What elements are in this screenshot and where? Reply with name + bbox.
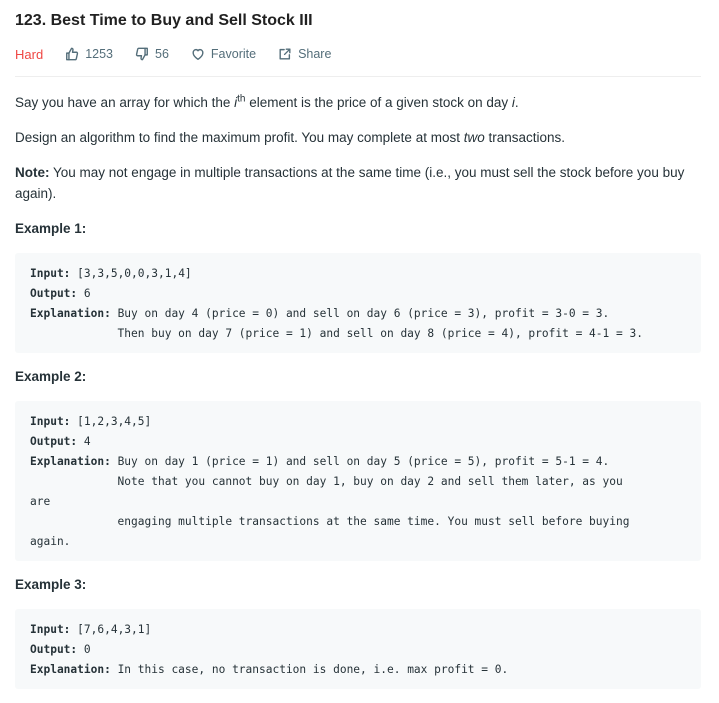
favorite-label: Favorite (210, 47, 257, 61)
example-2-explanation-line: again. (30, 535, 71, 548)
example-1-code-block (15, 253, 701, 353)
example-2-explanation-line: Explanation: Buy on day 1 (price = 1) and sell on day 5 (price = 5), profit = 5-1 = 4. (30, 455, 610, 468)
problem-title: 123. Best Time to Buy and Sell Stock III (15, 12, 313, 29)
dislike-count: 56 (155, 47, 169, 61)
note-paragraph: Note: You may not engage in multiple transactions at the same time (i.e., you must sell the stock before you buy again). (15, 165, 685, 201)
example-3-heading: Example 3: (15, 577, 87, 592)
example-1-explanation-line: Explanation: Buy on day 4 (price = 0) and sell on day 6 (price = 3), profit = 3-0 = 3. (30, 307, 610, 320)
example-3-explanation-line: Explanation: In this case, no transaction is done, i.e. max profit = 0. (30, 663, 509, 676)
example-3-code-block (15, 609, 701, 689)
like-button[interactable] (65, 47, 113, 61)
heart-icon (191, 47, 205, 61)
example-3-input-line: Input: [7,6,4,3,1] (30, 623, 152, 636)
example-2-input-line: Input: [1,2,3,4,5] (30, 415, 152, 428)
example-1-explanation-line: Then buy on day 7 (price = 1) and sell on day 8 (price = 4), profit = 4-1 = 3. (30, 327, 643, 340)
example-2-code-block (15, 401, 701, 561)
example-1-output-line: Output: 6 (30, 287, 91, 300)
share-label: Share (298, 47, 332, 61)
difficulty-badge: Hard (15, 46, 44, 62)
example-1-input-line: Input: [3,3,5,0,0,3,1,4] (30, 267, 192, 280)
problem-meta-bar (15, 45, 353, 63)
thumbs-up-icon (65, 47, 79, 61)
like-count: 1253 (85, 47, 113, 61)
header-divider (15, 76, 701, 77)
favorite-button[interactable] (191, 47, 256, 61)
example-2-explanation-line: Note that you cannot buy on day 1, buy on day 2 and sell them later, as you (30, 475, 623, 488)
example-2-heading: Example 2: (15, 369, 87, 384)
description-paragraph-1: Say you have an array for which the $i^{th}$ element is the price of a given stock on day i. (15, 93, 519, 110)
example-3-output-line: Output: 0 (30, 643, 91, 656)
example-2-explanation-line: are (30, 495, 51, 508)
share-icon (278, 47, 292, 61)
example-2-explanation-line: engaging multiple transactions at the same time. You must sell before buying (30, 515, 630, 528)
thumbs-down-icon (135, 47, 149, 61)
note-label: Note: (15, 165, 50, 180)
example-1-heading: Example 1: (15, 221, 87, 236)
share-button[interactable] (278, 47, 331, 61)
example-2-output-line: Output: 4 (30, 435, 91, 448)
dislike-button[interactable] (135, 47, 169, 61)
description-paragraph-2: Design an algorithm to find the maximum profit. You may complete at most two transactions. (15, 130, 566, 145)
